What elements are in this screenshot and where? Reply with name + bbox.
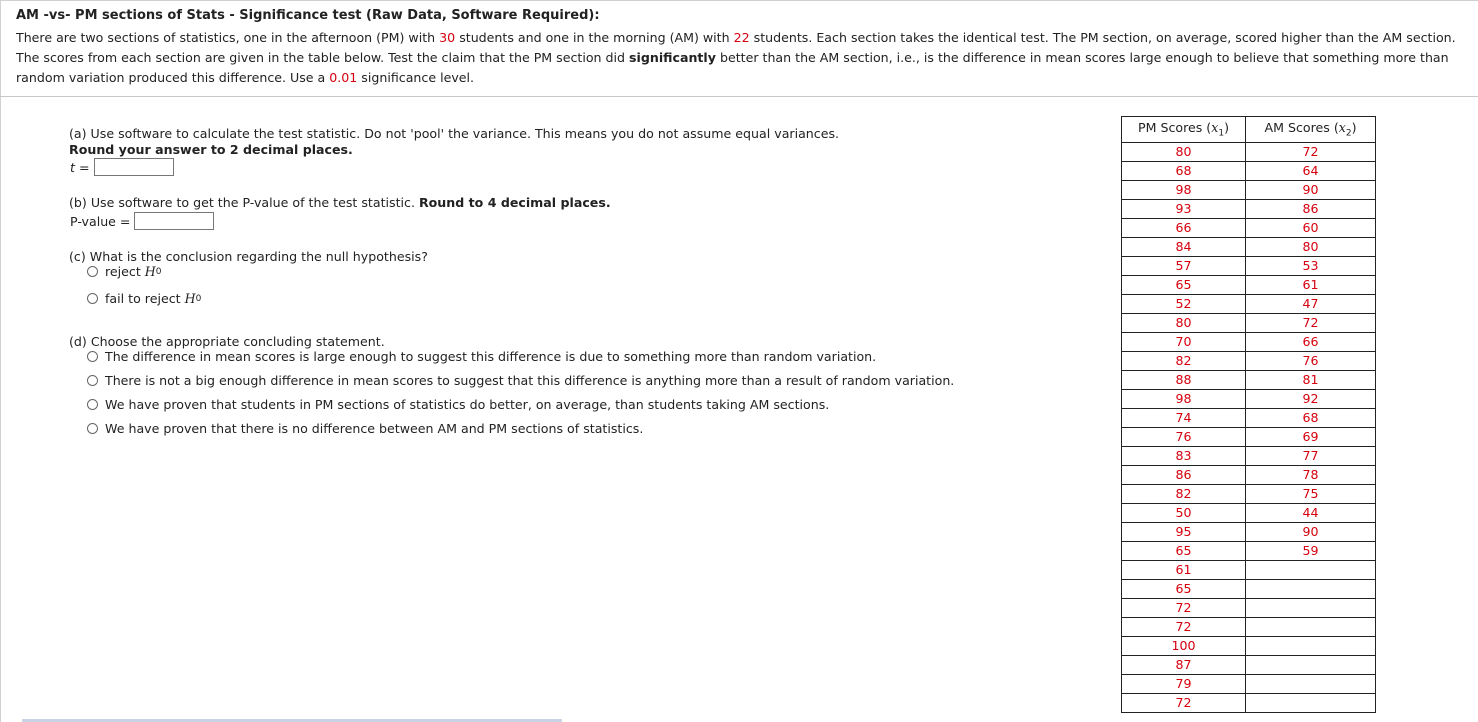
p-value-label: P-value = — [70, 213, 131, 229]
table-row — [1122, 332, 1376, 351]
am-header-sub: 2 — [1345, 128, 1352, 139]
pm-score-cell: 100 — [1122, 636, 1246, 655]
table-row — [1122, 427, 1376, 446]
option-reject-label: reject — [105, 264, 141, 279]
statement-option-2-label: There is not a big enough difference in mean scores to suggest that this difference is anything more than a result of random variation. — [105, 373, 955, 388]
option-fail-to-reject[interactable] — [87, 291, 201, 306]
pm-score-cell: 52 — [1122, 294, 1246, 313]
am-score-cell: 64 — [1246, 161, 1376, 180]
statement-option-1-label: The difference in mean scores is large enough to suggest this difference is due to something more than random variation. — [105, 349, 877, 364]
pm-header-text: PM Scores ( — [1138, 120, 1212, 135]
radio-statement-1[interactable] — [87, 351, 98, 362]
statement-option-2[interactable] — [87, 373, 954, 388]
pm-header-sub: 1 — [1218, 128, 1225, 139]
table-row — [1122, 218, 1376, 237]
table-row — [1122, 142, 1376, 161]
left-border — [0, 0, 1, 722]
pm-score-cell: 65 — [1122, 541, 1246, 560]
table-row — [1122, 294, 1376, 313]
radio-statement-2[interactable] — [87, 375, 98, 386]
pm-header-close: ) — [1224, 120, 1229, 135]
pm-count: 30 — [439, 30, 456, 45]
am-score-cell — [1246, 674, 1376, 693]
pm-score-cell: 80 — [1122, 142, 1246, 161]
statement-option-4-label: We have proven that there is no difference between AM and PM sections of statistics. — [105, 421, 644, 436]
pm-score-cell: 61 — [1122, 560, 1246, 579]
part-b-text: (b) Use software to get the P-value of the test statistic. — [69, 195, 419, 210]
section-divider — [0, 96, 1478, 97]
am-score-cell: 44 — [1246, 503, 1376, 522]
part-d-question: (d) Choose the appropriate concluding statement. — [69, 334, 385, 349]
pm-score-cell: 98 — [1122, 389, 1246, 408]
pm-score-cell: 65 — [1122, 579, 1246, 598]
table-row — [1122, 180, 1376, 199]
h-subscript: 0 — [155, 266, 162, 277]
pm-score-cell: 95 — [1122, 522, 1246, 541]
pm-score-cell: 74 — [1122, 408, 1246, 427]
am-header-var: x — [1338, 120, 1346, 135]
am-score-cell: 77 — [1246, 446, 1376, 465]
table-row — [1122, 465, 1376, 484]
h-symbol: H — [144, 264, 156, 279]
intro-text-2: students and one in the morning (AM) with — [455, 30, 734, 45]
h-symbol: H — [184, 291, 196, 306]
statement-option-1[interactable] — [87, 349, 876, 364]
am-score-cell: 72 — [1246, 142, 1376, 161]
pm-score-cell: 68 — [1122, 161, 1246, 180]
table-row — [1122, 579, 1376, 598]
statement-option-3-label: We have proven that students in PM sections of statistics do better, on average, than students taking AM sections. — [105, 397, 830, 412]
intro-text-4: better than the AM section, i.e., is the difference in mean scores large enough to believe that something more than random variation produced this difference. Use a — [16, 50, 1449, 85]
option-reject[interactable] — [87, 264, 162, 279]
am-score-cell: 90 — [1246, 522, 1376, 541]
am-score-cell — [1246, 636, 1376, 655]
am-score-cell — [1246, 617, 1376, 636]
table-row — [1122, 275, 1376, 294]
table-row — [1122, 161, 1376, 180]
am-score-cell — [1246, 598, 1376, 617]
am-count: 22 — [733, 30, 750, 45]
p-value-input[interactable] — [134, 212, 214, 230]
pm-score-cell: 86 — [1122, 465, 1246, 484]
pm-score-cell: 84 — [1122, 237, 1246, 256]
am-score-cell: 81 — [1246, 370, 1376, 389]
am-score-cell: 76 — [1246, 351, 1376, 370]
am-score-cell: 60 — [1246, 218, 1376, 237]
table-row — [1122, 484, 1376, 503]
part-a-answer-row — [70, 158, 174, 176]
am-score-cell: 80 — [1246, 237, 1376, 256]
pm-score-cell: 65 — [1122, 275, 1246, 294]
t-answer-input[interactable] — [94, 158, 174, 176]
table-row — [1122, 408, 1376, 427]
problem-title: AM -vs- PM sections of Stats - Significance test (Raw Data, Software Required): — [16, 8, 600, 23]
am-header-text: AM Scores ( — [1264, 120, 1339, 135]
am-score-cell: 47 — [1246, 294, 1376, 313]
am-score-cell: 86 — [1246, 199, 1376, 218]
am-score-cell — [1246, 655, 1376, 674]
part-a-text: (a) Use software to calculate the test statistic. Do not 'pool' the variance. This means you do not assume equal variances. — [69, 126, 840, 141]
part-b-instruction: Round to 4 decimal places. — [418, 195, 611, 210]
pm-score-cell: 87 — [1122, 655, 1246, 674]
radio-statement-4[interactable] — [87, 423, 98, 434]
statement-option-4[interactable] — [87, 421, 643, 436]
t-label: t = — [70, 159, 90, 175]
pm-score-cell: 98 — [1122, 180, 1246, 199]
intro-text-3: students. Each section takes the identical test. The PM section, on average, scored higher than the AM section. The scores from each section are given in the table below. Test the claim that the PM section did — [16, 30, 1456, 65]
scores-table — [1121, 116, 1376, 713]
pm-score-cell: 57 — [1122, 256, 1246, 275]
radio-reject[interactable] — [87, 266, 98, 277]
table-row — [1122, 503, 1376, 522]
am-score-cell — [1246, 693, 1376, 712]
problem-intro — [16, 28, 1466, 88]
table-row — [1122, 693, 1376, 712]
table-header-row — [1122, 117, 1376, 143]
table-row — [1122, 522, 1376, 541]
am-score-cell: 68 — [1246, 408, 1376, 427]
am-scores-header — [1246, 117, 1376, 143]
part-b-answer-row — [70, 212, 214, 230]
table-row — [1122, 199, 1376, 218]
am-score-cell: 90 — [1246, 180, 1376, 199]
am-score-cell: 69 — [1246, 427, 1376, 446]
table-row — [1122, 655, 1376, 674]
pm-score-cell: 93 — [1122, 199, 1246, 218]
am-score-cell: 61 — [1246, 275, 1376, 294]
pm-score-cell: 72 — [1122, 617, 1246, 636]
am-score-cell: 53 — [1246, 256, 1376, 275]
pm-score-cell: 83 — [1122, 446, 1246, 465]
table-row — [1122, 313, 1376, 332]
table-row — [1122, 636, 1376, 655]
pm-score-cell: 50 — [1122, 503, 1246, 522]
part-a-question — [69, 126, 839, 158]
am-score-cell: 92 — [1246, 389, 1376, 408]
am-score-cell: 75 — [1246, 484, 1376, 503]
am-score-cell: 72 — [1246, 313, 1376, 332]
pm-score-cell: 80 — [1122, 313, 1246, 332]
h-subscript: 0 — [195, 293, 202, 304]
top-border — [0, 0, 1478, 1]
intro-text-5: significance level. — [357, 70, 475, 85]
statement-option-3[interactable] — [87, 397, 829, 412]
intro-text-1: There are two sections of statistics, one in the afternoon (PM) with — [16, 30, 440, 45]
table-row — [1122, 446, 1376, 465]
am-score-cell — [1246, 579, 1376, 598]
table-row — [1122, 617, 1376, 636]
table-row — [1122, 237, 1376, 256]
part-c-question: (c) What is the conclusion regarding the null hypothesis? — [69, 249, 428, 264]
am-score-cell: 59 — [1246, 541, 1376, 560]
scores-table-body — [1122, 142, 1376, 712]
am-header-close: ) — [1351, 120, 1357, 135]
table-row — [1122, 256, 1376, 275]
table-row — [1122, 560, 1376, 579]
pm-scores-header — [1122, 117, 1246, 143]
pm-score-cell: 82 — [1122, 484, 1246, 503]
table-row — [1122, 598, 1376, 617]
option-fail-to-reject-label: fail to reject — [105, 291, 181, 306]
pm-score-cell: 88 — [1122, 370, 1246, 389]
am-score-cell: 78 — [1246, 465, 1376, 484]
am-score-cell: 66 — [1246, 332, 1376, 351]
table-row — [1122, 351, 1376, 370]
pm-score-cell: 72 — [1122, 693, 1246, 712]
table-row — [1122, 389, 1376, 408]
pm-score-cell: 72 — [1122, 598, 1246, 617]
am-score-cell — [1246, 560, 1376, 579]
pm-score-cell: 79 — [1122, 674, 1246, 693]
pm-score-cell: 66 — [1122, 218, 1246, 237]
table-row — [1122, 541, 1376, 560]
pm-score-cell: 70 — [1122, 332, 1246, 351]
pm-score-cell: 82 — [1122, 351, 1246, 370]
radio-statement-3[interactable] — [87, 399, 98, 410]
pm-score-cell: 76 — [1122, 427, 1246, 446]
alpha-value: 0.01 — [329, 70, 358, 85]
intro-bold-word: significantly — [629, 50, 716, 65]
part-a-instruction: Round your answer to 2 decimal places. — [69, 142, 353, 157]
part-b-question — [69, 195, 611, 211]
table-row — [1122, 370, 1376, 389]
radio-fail-to-reject[interactable] — [87, 293, 98, 304]
table-row — [1122, 674, 1376, 693]
pm-header-var: x — [1211, 120, 1219, 135]
